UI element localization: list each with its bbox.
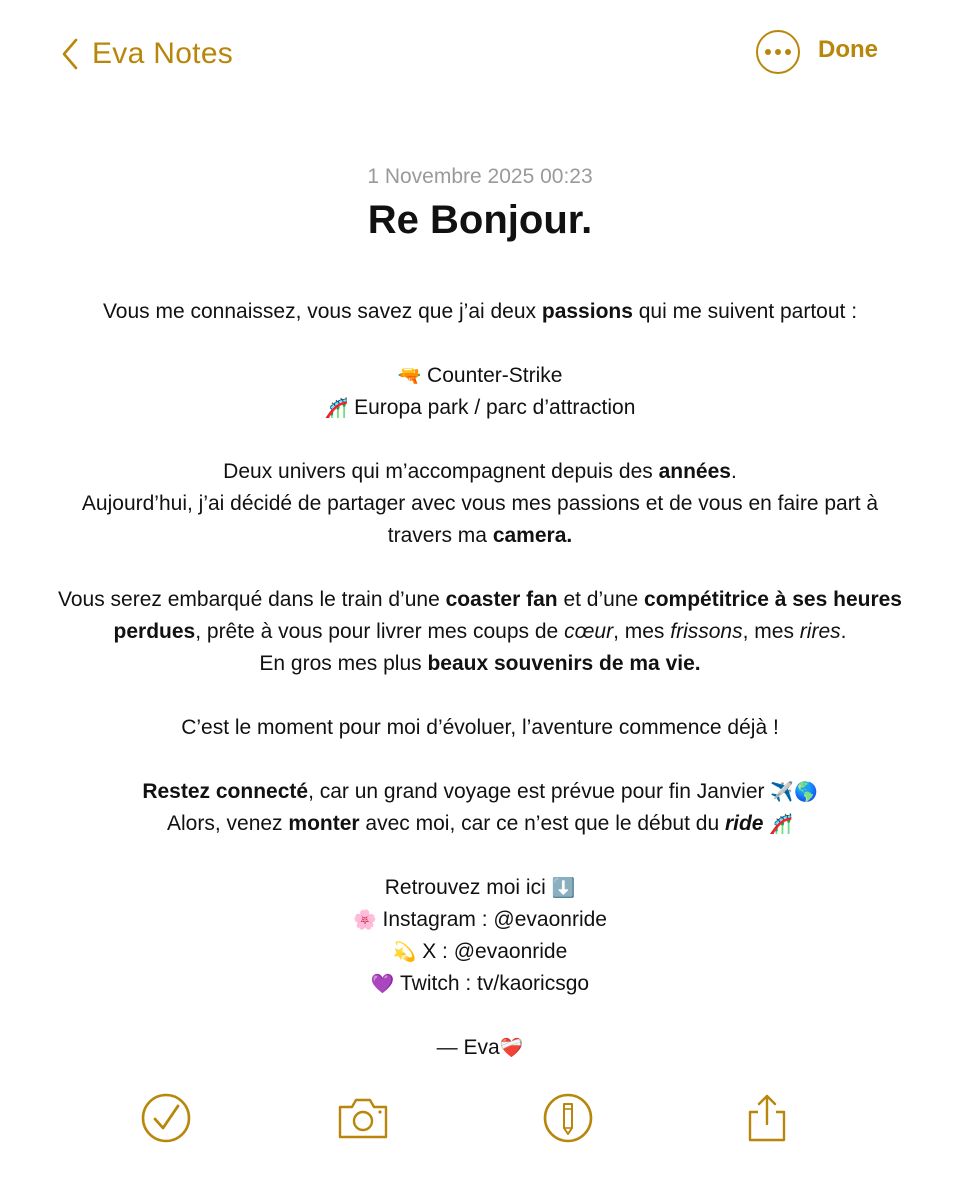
- italic-text: rires: [799, 620, 841, 643]
- signature: [0, 1032, 960, 1064]
- text: .: [840, 620, 847, 643]
- text: qui me suivent partout :: [632, 300, 858, 323]
- spacer: [0, 744, 960, 776]
- airplane-globe-icon: ✈️🌎: [770, 781, 818, 803]
- paragraph-line: [0, 616, 960, 648]
- share-icon: [744, 1092, 790, 1144]
- intro-line: [0, 296, 960, 328]
- social-link-x[interactable]: [0, 936, 960, 968]
- signature-text: — Eva: [436, 1036, 500, 1059]
- more-options-button[interactable]: [756, 30, 800, 74]
- bold-text: monter: [288, 812, 360, 835]
- bold-text: Restez connecté: [142, 780, 309, 803]
- camera-icon: [336, 1095, 390, 1141]
- chevron-left-icon: [60, 37, 80, 71]
- links-intro: [0, 872, 960, 904]
- blossom-icon: 🌸: [353, 909, 377, 931]
- heart-icon: ❤️‍🩹: [499, 1037, 524, 1059]
- spacer: [0, 424, 960, 456]
- link-text: Instagram : @evaonride: [376, 908, 607, 931]
- back-label: Eva Notes: [92, 37, 234, 70]
- ellipsis-dot: [775, 49, 781, 55]
- list-text: Counter-Strike: [421, 364, 563, 387]
- paragraph-line: Aujourd’hui, j’ai décidé de partager avec vous mes passions et de vous en faire part à: [81, 492, 879, 515]
- bold-text: camera.: [492, 524, 573, 547]
- text: Deux univers qui m’accompagnent depuis des: [223, 460, 659, 483]
- spacer: [0, 840, 960, 872]
- list-item: [0, 360, 960, 392]
- paragraph-line: [0, 584, 960, 616]
- bold-text: compétitrice à ses heures: [644, 588, 902, 611]
- bold-italic-text: ride: [724, 812, 764, 835]
- paragraph-line: [0, 456, 960, 488]
- purple-heart-icon: 💜: [370, 973, 395, 995]
- done-button[interactable]: Done: [818, 36, 878, 63]
- paragraph-line: [0, 520, 960, 552]
- list-text: Europa park / parc d’attraction: [348, 396, 636, 419]
- text: , mes: [742, 620, 800, 643]
- bold-text: coaster fan: [445, 588, 558, 611]
- checklist-button[interactable]: [140, 1092, 192, 1144]
- spacer: [0, 680, 960, 712]
- camera-button[interactable]: [336, 1092, 390, 1144]
- ellipsis-icon: [765, 49, 771, 55]
- bold-text: perdues: [113, 620, 196, 643]
- down-arrow-icon: ⬇️: [551, 877, 576, 899]
- italic-text: cœur: [564, 620, 614, 643]
- dizzy-star-icon: 💫: [392, 941, 417, 963]
- text: Alors, venez: [167, 812, 289, 835]
- spacer: [0, 1000, 960, 1032]
- text: , car un grand voyage est prévue pour fin Janvier: [308, 780, 771, 803]
- text: , mes: [613, 620, 671, 643]
- water-pistol-icon: 🔫: [397, 365, 422, 387]
- note-date: 1 Novembre 2025 00:23: [367, 165, 593, 188]
- back-button[interactable]: [60, 34, 233, 74]
- text: Vous me connaissez, vous savez que j’ai deux: [102, 300, 542, 323]
- text: Vous serez embarqué dans le train d’une: [58, 588, 446, 611]
- paragraph-line: [0, 776, 960, 808]
- paragraph-line: [0, 648, 960, 680]
- text: et d’une: [557, 588, 645, 611]
- ellipsis-dot: [785, 49, 791, 55]
- link-text: X : @evaonride: [416, 940, 568, 963]
- bold-text: beaux souvenirs de ma vie.: [427, 652, 701, 675]
- markup-pen-icon: [542, 1092, 594, 1144]
- link-text: Twitch : tv/kaoricsgo: [394, 972, 590, 995]
- social-link-twitch[interactable]: [0, 968, 960, 1000]
- list-item: [0, 392, 960, 424]
- bold-text: années: [658, 460, 731, 483]
- italic-text: frissons: [670, 620, 743, 643]
- bold-text: passions: [541, 300, 633, 323]
- social-link-instagram[interactable]: [0, 904, 960, 936]
- text: , prête à vous pour livrer mes coups de: [195, 620, 565, 643]
- paragraph-line: C’est le moment pour moi d’évoluer, l’aventure commence déjà !: [181, 716, 779, 739]
- note-body: [0, 296, 960, 1064]
- note-content[interactable]: [0, 160, 960, 1064]
- paragraph-line: [0, 808, 960, 840]
- markup-button[interactable]: [542, 1092, 594, 1144]
- text: En gros mes plus: [259, 652, 428, 675]
- roller-coaster-icon: 🎢: [769, 813, 793, 835]
- share-button[interactable]: [744, 1092, 790, 1144]
- text: Retrouvez moi ici: [384, 876, 552, 899]
- text: avec moi, car ce n’est que le début du: [359, 812, 725, 835]
- roller-coaster-icon: 🎢: [324, 397, 349, 419]
- checklist-icon: [140, 1092, 192, 1144]
- text: .: [730, 460, 737, 483]
- spacer: [0, 552, 960, 584]
- text: travers ma: [387, 524, 493, 547]
- spacer: [0, 328, 960, 360]
- note-title: Re Bonjour.: [367, 198, 593, 242]
